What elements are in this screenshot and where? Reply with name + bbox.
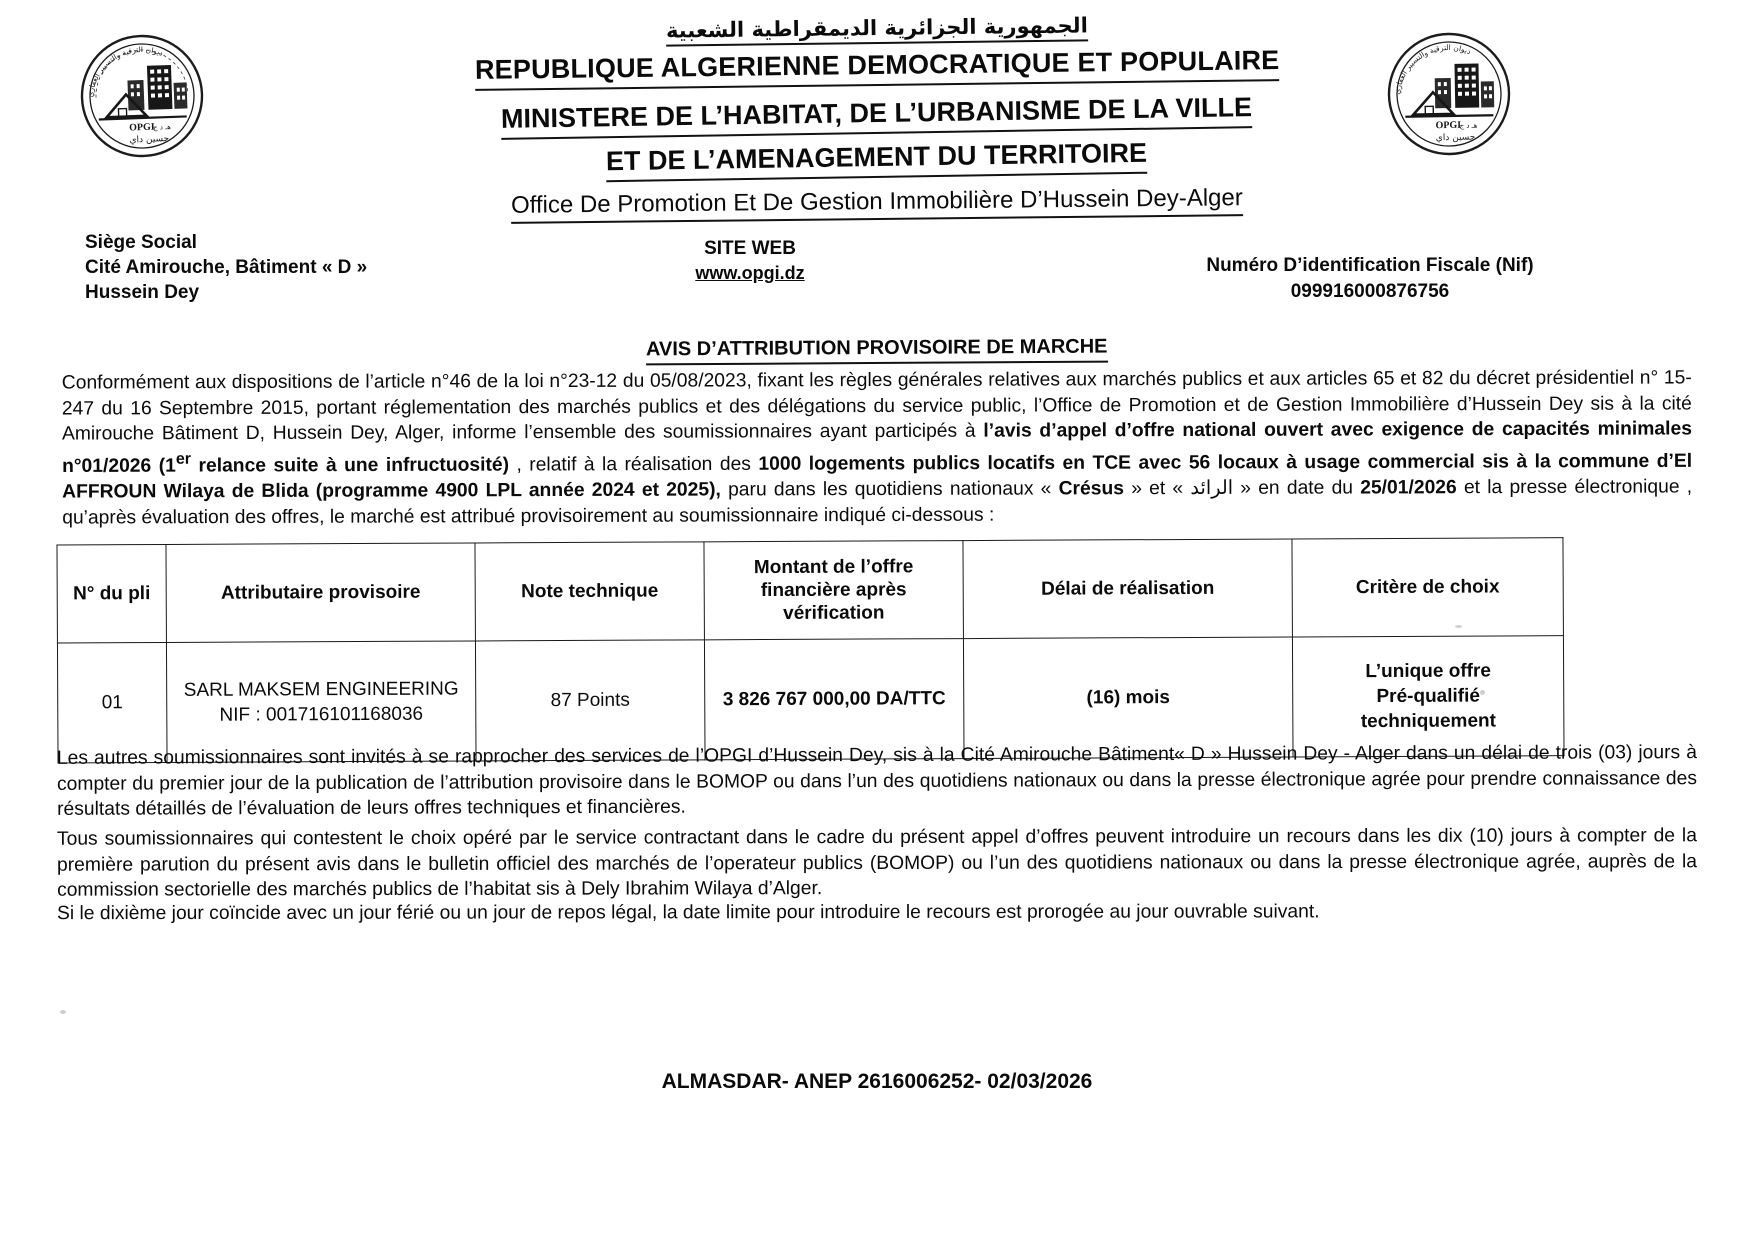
col-header-montant-line-3: vérification: [783, 602, 885, 624]
table-header-row: [57, 538, 1563, 643]
paragraph-appeal-procedure: Tous soumissionnaires qui contestent le choix opéré par le service contractant dans le cadre du présent appel d’offres peuvent introduire un recours dans les dix (10) jours à compter de la première parution du présent avis dans le bulletin officiel des marchés de l’operateur publics (BOMOP) ou l’un des quotidiens nationaux ou dans la presse électronique agrée, auprès de la commission sectorielle des marchés publics de l’habitat sis à Dely Ibrahim Wilaya d’Alger.: [56, 825, 1698, 901]
cell-note-technique: 87 Points: [475, 640, 705, 761]
col-header-critere: Critère de choix: [1292, 538, 1563, 637]
col-header-pli: N° du pli: [57, 544, 166, 643]
para-segment-project: 1000 logements publics locatifs en TCE avec 56 locaux à usage commercial sis à la commune d’El AFFROUN Wilaya de Blida (programme 4900 LPL année 2024 et 2025),: [62, 450, 1693, 503]
opgi-seal-logo: [1384, 29, 1514, 159]
header-ministry-text-2: ET DE L’AMENAGEMENT DU TERRITOIRE: [606, 138, 1148, 182]
cell-attributaire-name: SARL MAKSEM ENGINEERING: [183, 678, 459, 701]
svg-text:حسين داي: حسين داي: [129, 134, 170, 146]
para-segment-relance: relance suite à une infructuosité): [191, 454, 510, 477]
para-segment-relatif: , relatif à la réalisation des: [508, 453, 759, 476]
header-office-text: Office De Promotion Et De Gestion Immobilière D’Hussein Dey-Alger: [511, 184, 1243, 224]
svg-text:ديوان الترقية والتسيير العقاري: ديوان الترقية والتسيير العقاري: [85, 44, 165, 98]
para-segment-newspaper-2-arabic: الرائد: [1190, 476, 1234, 500]
paragraph-holiday-rule: Si le dixième jour coïncide avec un jour férié ou un jour de repos légal, la date limite pour introduire le recours est prorogée au jour ouvrable suivant.: [56, 901, 1320, 925]
notice-main-paragraph: [62, 365, 1692, 531]
header-office-line: [0, 184, 1754, 220]
svg-text:هـ د ج: هـ د ج: [152, 123, 172, 132]
fiscal-id-block: [1060, 255, 1680, 303]
para-segment-et: » et «: [1123, 478, 1191, 500]
para-segment-date-prefix: » en date du: [1233, 477, 1361, 500]
nif-label: Numéro D’identification Fiscale (Nif): [1206, 255, 1534, 276]
header-arabic-title-text: الجمهورية الجزائرية الديمقراطية الشعبية: [666, 13, 1088, 46]
para-segment-tail: et la presse électronique , qu’après évaluation des offres, le marché est attribué provisoirement au soumissionnaire indiqué ci-dessous :: [62, 476, 1693, 529]
para-segment-paru: paru dans les quotidiens nationaux «: [720, 478, 1059, 501]
site-web-url[interactable]: www.opgi.dz: [695, 263, 805, 283]
address-line-2: Cité Amirouche, Bâtiment « D »: [85, 257, 368, 278]
col-header-montant: [704, 541, 963, 640]
para-segment-newspaper-1: Crésus: [1058, 478, 1125, 500]
col-header-delai: Délai de réalisation: [963, 539, 1292, 639]
site-web-label: SITE WEB: [704, 238, 796, 259]
svg-text:حسين داي: حسين داي: [1435, 132, 1476, 144]
col-header-attributaire: Attributaire provisoire: [166, 543, 475, 643]
svg-text:ديوان الترقية والتسيير العقاري: ديوان الترقية والتسيير العقاري: [1392, 42, 1473, 95]
header-ministry-line-1: [0, 92, 1754, 134]
cell-critere: [1292, 636, 1564, 757]
award-table-wrapper: [56, 538, 1500, 764]
header-republic-line: [0, 45, 1754, 86]
nif-value: 099916000876756: [1290, 281, 1450, 302]
cell-pli: 01: [57, 642, 167, 763]
svg-text:هـ د ج: هـ د ج: [1459, 121, 1478, 130]
address-line-1: Siège Social: [85, 232, 197, 253]
page-title-text: AVIS D’ATTRIBUTION PROVISOIRE DE MARCHE: [646, 336, 1108, 366]
scan-speck: [60, 1010, 66, 1014]
cell-delai: (16) mois: [963, 637, 1293, 759]
cell-attributaire-nif: NIF : 001716101168036: [219, 703, 424, 726]
cell-montant: 3 826 767 000,00 DA/TTC: [704, 639, 964, 760]
paragraph-other-bidders: Les autres soumissionnaires sont invités à se rapprocher des services de l’OPGI d’Hussein Dey, sis à la Cité Amirouche Bâtiment« D » Hussein Dey - Alger dans un délai de trois (03) jours à compter du premier jour de la publication de l’attribution provisoire dans le BOMOP ou dans l’un des quotidiens nationaux ou dans la presse électronique agrée pour prendre connaissance des résultats détaillés de l’évaluation de leurs offres techniques et financières.: [56, 742, 1698, 820]
para-segment-publication-date: 25/01/2026: [1360, 477, 1457, 499]
svg-text:OPGI: OPGI: [1435, 119, 1462, 132]
header-republic-text: REPUBLIQUE ALGERIENNE DEMOCRATIQUE ET POPULAIRE: [475, 45, 1280, 91]
cell-critere-line-1: L’unique offre: [1365, 660, 1491, 683]
award-table: [56, 537, 1564, 763]
cell-critere-line-3: techniquement: [1360, 710, 1496, 733]
para-segment-ordinal-sup: er: [175, 449, 192, 468]
address-line-3: Hussein Dey: [85, 282, 200, 303]
cell-critere-line-2: Pré-qualifié: [1376, 685, 1481, 708]
para-segment-tender-ref: l’avis d’appel d’offre national ouvert avec exigence de capacités minimales n°01/2026 (1: [62, 418, 1692, 477]
header-ministry-text-1: MINISTERE DE L’HABITAT, DE L’URBANISME DE LA VILLE: [501, 92, 1253, 140]
col-header-montant-line-1: Montant de l’offre: [753, 556, 914, 579]
header-arabic-title: [0, 13, 1754, 44]
col-header-montant-line-2: financière après: [760, 579, 907, 602]
footer-reference: ALMASDAR- ANEP 2616006252- 02/03/2026: [661, 1070, 1093, 1093]
head-office-address: [85, 230, 367, 305]
para-segment-intro: Conformément aux dispositions de l’article n°46 de la loi n°23-12 du 05/08/2023, fixant les règles générales relatives aux marchés publics et aux articles 65 et 82 du décret présidentiel n° 15-247 du 16 Septembre 2015, portant réglementation des marchés publics et des délégations du service public, l’Office de Promotion et de Gestion Immobilière d’Hussein Dey sis à la cité Amirouche Bâtiment D, Hussein Dey, Alger, informe l’ensemble des soumissionnaires ayant participés à: [61, 367, 1692, 445]
svg-text:OPGI: OPGI: [128, 121, 155, 134]
col-header-note-technique: Note technique: [475, 542, 704, 641]
website-block: [600, 238, 900, 284]
page-title: [0, 337, 1754, 364]
